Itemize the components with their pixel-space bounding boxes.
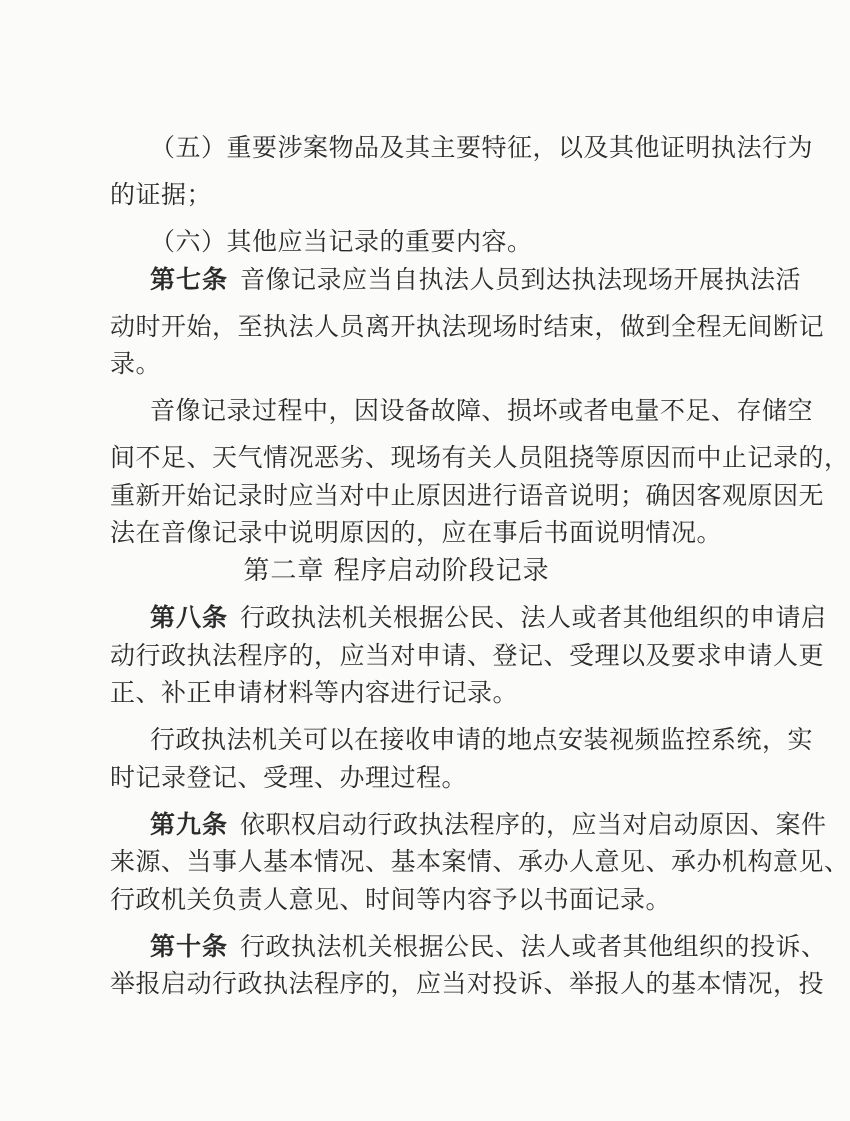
paragraph-line: 动时开始，至执法人员离开执法现场时结束，做到全程无间断记 xyxy=(110,312,825,341)
paragraph-line: 音像记录应当自执法人员到达执法现场开展执法活 xyxy=(240,265,802,294)
paragraph-line: 动行政执法程序的，应当对申请、登记、受理以及要求申请人更 xyxy=(110,641,825,670)
article-9-first-line xyxy=(150,807,827,843)
paragraph-line: 行政执法机关可以在接收申请的地点安装视频监控系统，实 xyxy=(150,725,814,754)
chapter-heading: 第二章 程序启动阶段记录 xyxy=(243,556,550,586)
paragraph-line: 间不足、天气情况恶劣、现场有关人员阻挠等原因而中止记录的， xyxy=(110,443,850,472)
paragraph-line: （五）重要涉案物品及其主要特征，以及其他证明执法行为 xyxy=(150,133,814,162)
article-8-label: 第八条 xyxy=(150,603,229,632)
article-7-first-line xyxy=(150,262,802,298)
article-10-label: 第十条 xyxy=(150,932,229,961)
paragraph-line: 重新开始记录时应当对中止原因进行语音说明；确因客观原因无 xyxy=(110,481,825,510)
paragraph-line: 法在音像记录中说明原因的，应在事后书面说明情况。 xyxy=(110,518,723,547)
paragraph-line: 行政执法机关根据公民、法人或者其他组织的投诉、 xyxy=(240,932,827,961)
article-8-first-line xyxy=(150,600,827,636)
article-7-label: 第七条 xyxy=(150,265,229,294)
paragraph-line: 来源、当事人基本情况、基本案情、承办人意见、承办机构意见、 xyxy=(110,847,850,876)
paragraph-line: 的证据； xyxy=(110,180,213,209)
paragraph-line: （六）其他应当记录的重要内容。 xyxy=(150,227,533,256)
paragraph-line: 音像记录过程中，因设备故障、损坏或者电量不足、存储空 xyxy=(150,396,814,425)
paragraph-line: 举报启动行政执法程序的，应当对投诉、举报人的基本情况，投 xyxy=(110,969,825,998)
paragraph-line: 行政执法机关根据公民、法人或者其他组织的申请启 xyxy=(240,603,827,632)
paragraph-line: 时记录登记、受理、办理过程。 xyxy=(110,763,468,792)
article-9-label: 第九条 xyxy=(150,810,229,839)
paragraph-line: 依职权启动行政执法程序的，应当对启动原因、案件 xyxy=(240,810,827,839)
paragraph-line: 录。 xyxy=(110,349,162,378)
paragraph-line: 行政机关负责人意见、时间等内容予以书面记录。 xyxy=(110,885,672,914)
article-10-first-line xyxy=(150,929,827,965)
paragraph-line: 正、补正申请材料等内容进行记录。 xyxy=(110,678,519,707)
